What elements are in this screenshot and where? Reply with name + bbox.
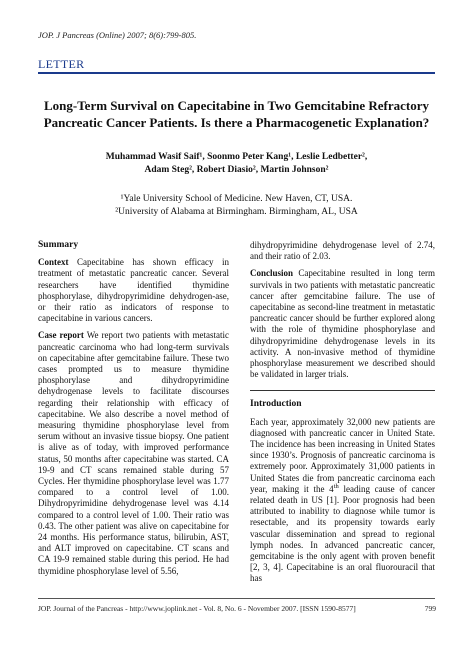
page-number: 799 [424, 604, 436, 613]
journal-citation: JOP. J Pancreas (Online) 2007; 8(6):799-805. [38, 30, 197, 40]
introduction-paragraph [250, 417, 435, 585]
summary-heading: Summary [38, 240, 79, 250]
affiliation-2: ²University of Alabama at Birmingham. Birmingham, AL, USA [115, 207, 358, 217]
footer-citation: JOP. Journal of the Pancreas - http://www.joplink.net - Vol. 8, No. 6 - November 2007. [ISSN 1590-8577] [38, 604, 356, 613]
case-report-text: We report two patients with metastatic pancreatic carcinoma who had long-term survivals on capecitabine after gemcitabine failure. These two cases prompted us to measure thymidine phosphorylase and dihydropyrimidine dehydrogenase levels to facilitate discourses regarding their relationship with efficacy of capecitabine. We also describe a novel method of measuring thymidine phosphorylase level from serum without an invasive tissue biopsy. One patient is alive as of today, with improved performance status, 50 months after capecitabine was started. CA 19-9 and CT scans remained stable during 57 Cycles. Her thymidine phosphorylase level was 1.77 compared to a control level of 1.00. Dihydropyrimidine dehydrogenase level was 4.14 compared to a control level of 1.00. Their ratio was 0.43. The other patient was alive on capecitabine for 24 months. His performance status, bilirubin, AST, and ALT improved on capecitabine. CT scans and CA 19-9 remained stable during this period. He had thymidine phosphorylase level of 5.56, [38, 330, 229, 576]
context-text: Capecitabine has shown efficacy in treatment of metastatic pancreatic cancer. Several researchers have identified thymidine phosphorylase, dihydropyrimidine dehydrogen-ase, or their ratio as indicators of response to capecitabine in various cancers. [38, 257, 229, 324]
introduction-text-1: Each year, approximately 32,000 new patients are diagnosed with pancreatic cancer in United State. The incidence has been increasing in United States since 1930’s. Prognosis of pancreatic carcinoma is extremely poor. Approximately 31,000 patients in United States die from pancreatic carcinoma each year, making it the 4 [250, 416, 435, 494]
introduction-divider [250, 390, 435, 391]
left-column [38, 240, 229, 583]
authors-line-2: Adam Steg², Robert Diasio², Martin Johnson² [144, 165, 329, 175]
context-paragraph [38, 257, 229, 324]
author-list [60, 151, 413, 177]
ordinal-superscript: th [333, 482, 339, 490]
context-label: Context [38, 257, 69, 268]
affiliations [60, 193, 413, 219]
header-rule [38, 72, 435, 74]
section-label: LETTER [38, 57, 85, 71]
case-report-label: Case report [38, 330, 84, 341]
article-title: Long-Term Survival on Capecitabine in Two Gemcitabine Refractory Pancreatic Cancer Patients. Is there a Pharmacogenetic Explanation? [43, 98, 430, 130]
footer-rule [38, 598, 435, 599]
right-column [250, 240, 435, 591]
introduction-text-2: leading cause of cancer related death in US [1]. Poor prognosis had been attributed to inability to diagnose while tumor is resectable, and its propensity towards early vascular dissemination and spread to regional lymph nodes. In advanced pancreatic cancer, gemcitabine is the only agent with proven benefit [2, 3, 4]. Capecitabine is an oral fluorouracil that has [250, 483, 436, 584]
conclusion-text: Capecitabine resulted in long term survivals in two patients with metastatic pancreatic cancer after gemcitabine failure. The use of capecitabine as second-line treatment in metastatic pancreatic cancer should be further explored along with the role of thymidine phosphorylase and dihydropyrimidine dehydrogenase levels in its activity. A non-invasive method of thymidine phosphorylase measurement we described should be validated in larger trials. [250, 268, 435, 380]
conclusion-label: Conclusion [250, 268, 294, 279]
case-report-continued: dihydropyrimidine dehydrogenase level of 2.74, and their ratio of 2.03. [250, 240, 435, 262]
introduction-heading: Introduction [250, 399, 302, 410]
conclusion-paragraph [250, 268, 435, 380]
authors-line-1: Muhammad Wasif Saif¹, Soonmo Peter Kang¹, Leslie Ledbetter², [105, 152, 368, 162]
affiliation-1: ¹Yale University School of Medicine. New Haven, CT, USA. [120, 194, 353, 204]
case-report-paragraph [38, 330, 229, 576]
